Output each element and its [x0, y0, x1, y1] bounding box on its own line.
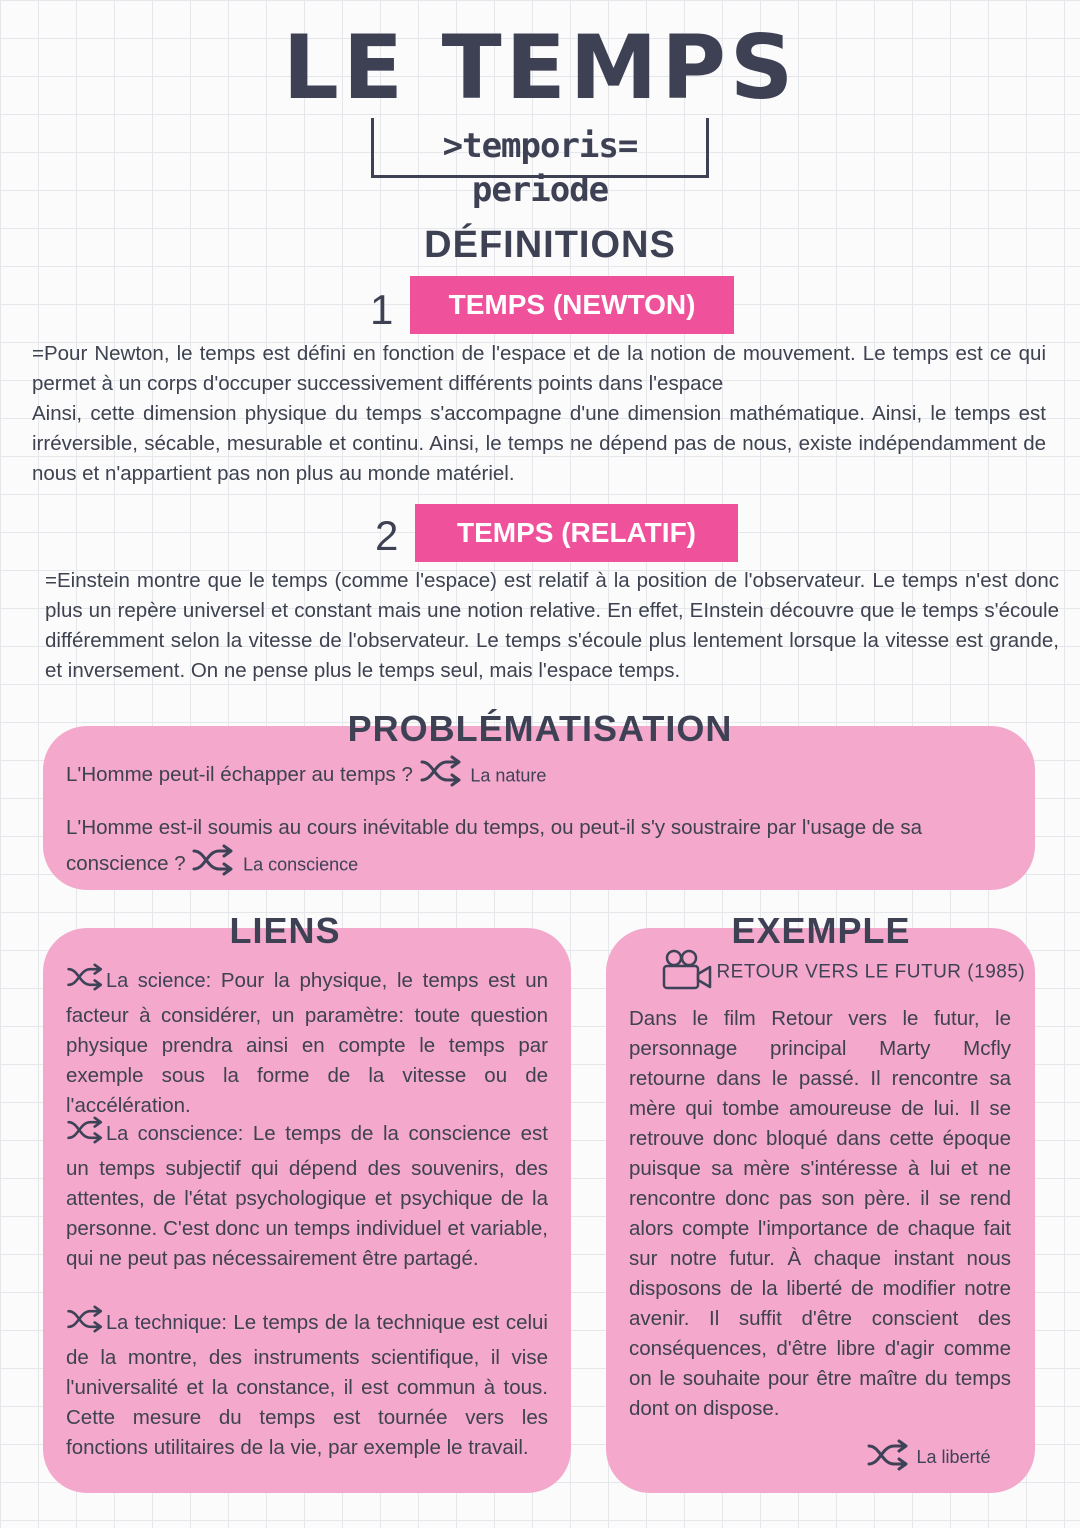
definition-number-1: 1 — [370, 286, 394, 333]
liens-item-technique — [66, 1304, 548, 1463]
liens-label-conscience: La conscience: — [106, 1122, 244, 1145]
definition-text-relatif: =Einstein montre que le temps (comme l'espace) est relatif à la position de l'observateur. Le temps n'est donc plus un repère universel et constant mais une notion relative. En effet, EInstein découvre que le temps s'écoule différemment selon la vitesse de l'observateur. Le temps s'écoule plus lentement lorsque la vitesse est grande, et inversement. On ne pense plus le temps seul, mais l'espace temps. — [45, 569, 1059, 682]
exemple-link-row — [866, 1438, 991, 1477]
liens-label-science: La science: — [106, 969, 212, 992]
definition-label-relatif: TEMPS (RELATIF) — [415, 504, 738, 562]
exemple-title: EXEMPLE — [731, 910, 911, 951]
definition-label-newton: TEMPS (NEWTON) — [410, 276, 734, 334]
exemple-link-label: La liberté — [916, 1447, 991, 1467]
shuffle-icon — [66, 962, 106, 1001]
definitions-title: DÉFINITIONS — [424, 224, 676, 266]
shuffle-icon — [66, 1115, 106, 1154]
film-camera-icon — [662, 948, 712, 997]
liens-text-conscience: Le temps de la conscience est un temps subjectif qui dépend des souvenirs, des attentes, de l'état psychologique et psychique de la personne. C'est donc un temps individuel et variable, qui ne peut pas nécessairement être partagé. — [66, 1121, 548, 1270]
liens-text-science: Pour la physique, le temps est un facteur à considérer, un paramètre: toute question physique prendra ainsi en compte le temps par exemple sous la forme de la vitesse ou de l'accélération. — [66, 968, 548, 1117]
liens-title: LIENS — [229, 910, 341, 951]
problem-question-1-link: La nature — [470, 765, 547, 786]
shuffle-icon — [419, 754, 465, 797]
problem-question-2-link: La conscience — [243, 854, 359, 875]
liens-item-science — [66, 962, 548, 1121]
problematisation-title: PROBLÉMATISATION — [347, 708, 733, 749]
problem-question-1: L'Homme peut-il échapper au temps ? — [66, 762, 413, 786]
definition-text-newton: =Pour Newton, le temps est défini en fonction de l'espace et de la notion de mouvement. Le temps est ce qui permet à un corps d'occuper successivement différents points dans l'espace Ainsi, cette dimension physique du temps s'accompagne d'une dimension mathématique. Ainsi, le temps est irréversible, sécable, mesurable et continu. Ainsi, le temps ne dépend pas de nous, existe indépendamment de nous et n'appartient pas non plus au monde matériel. — [32, 342, 1046, 485]
exemple-film-title: RETOUR VERS LE FUTUR (1985) — [716, 961, 1026, 983]
etymology: >temporis= periode — [442, 126, 638, 210]
exemple-text: Dans le film Retour vers le futur, le personnage principal Marty Mcfly retourne dans le passé. Il rencontre sa mère qui tombe amoureuse de lui. Il se retrouve donc bloqué dans cette époque puisque sa mère s'intéresse à lui et ne rencontre donc pas son père. il se rend alors compte l'importance de chaque fait sur notre futur. À chaque instant nous disposons de la liberté de modifier notre avenir. Il suffit d'être conscient des conséquences, d'être libre d'agir comme on le souhaite pour être maître du temps dont on dispose. — [629, 1007, 1011, 1420]
liens-item-conscience — [66, 1115, 548, 1274]
liens-text-technique: Le temps de la technique est celui de la montre, des instruments scientifique, il vise l'universalité et la constance, il est commun à tous. Cette mesure du temps est tournée vers les fonctions utilitaires de la vie, par exemple le travail. — [66, 1310, 548, 1459]
problem-question-2-row — [66, 813, 1006, 886]
definition-number-2: 2 — [375, 512, 399, 559]
shuffle-icon — [66, 1304, 106, 1343]
liens-label-technique: La technique: — [106, 1311, 227, 1334]
exemple-film-row — [662, 948, 1025, 997]
shuffle-icon — [191, 843, 237, 886]
shuffle-icon — [866, 1438, 912, 1477]
problem-question-2: L'Homme est-il soumis au cours inévitable du temps, ou peut-il s'y soustraire par l'usage de sa conscience ? — [66, 816, 923, 875]
problem-question-1-row — [66, 754, 546, 797]
page-title: LE TEMPS — [282, 16, 798, 119]
